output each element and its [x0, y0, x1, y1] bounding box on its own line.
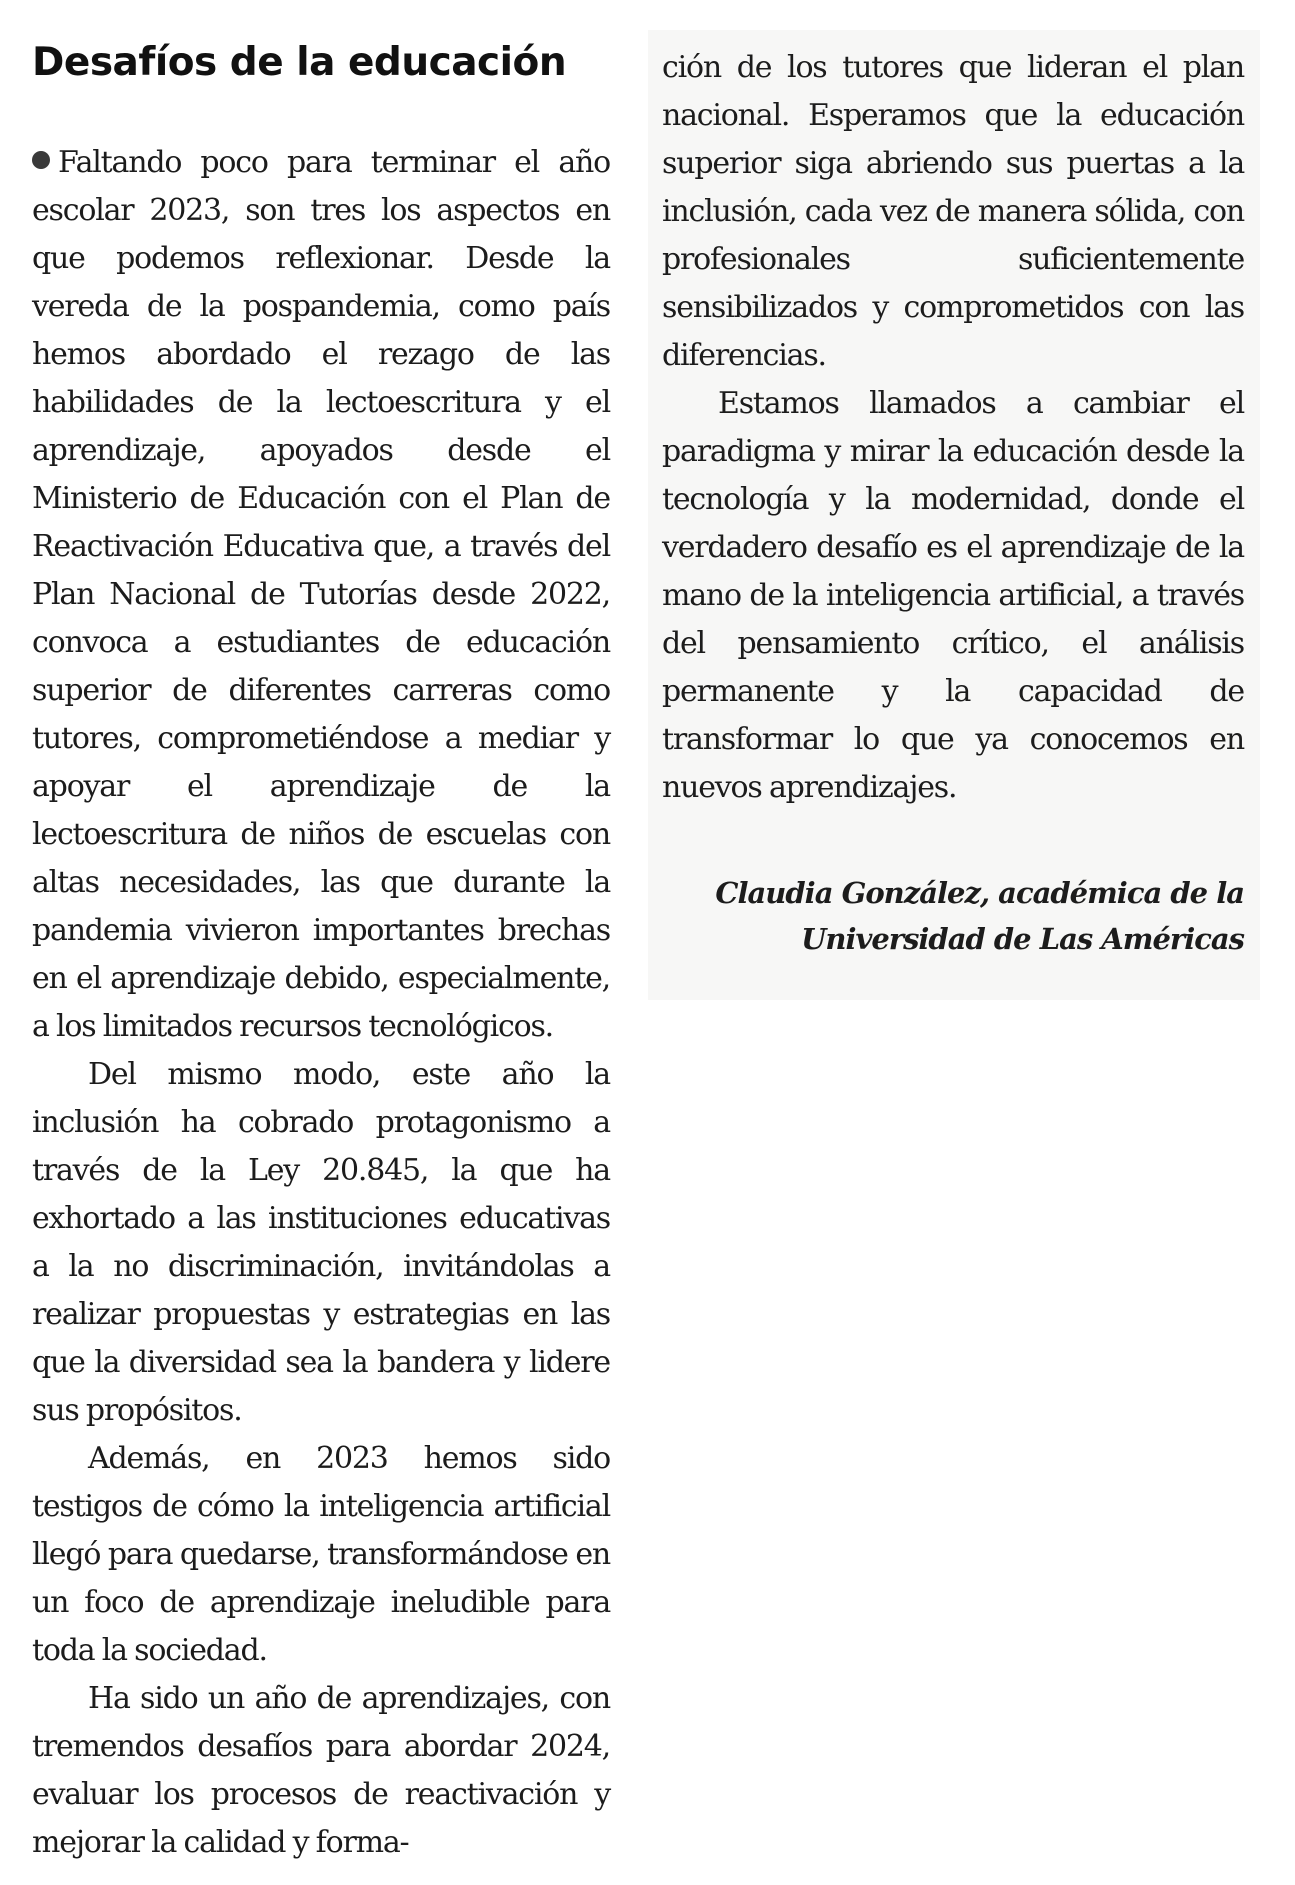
paragraph-3: Además, en 2023 hemos sido testigos de cómo la inteligencia artificial llegó para quedarse, transformándose en un foco de aprendizaje ineludible para toda la sociedad.	[32, 1440, 610, 1668]
signature-line-2: Universidad de Las Américas	[801, 922, 1244, 956]
article-headline: Desafíos de la educación	[32, 40, 567, 85]
paragraph-2: Del mismo modo, este año la inclusión ha cobrado protagonismo a través de la Ley 20.845, la que ha exhortado a las instituciones educativas a la no discriminación, invitándolas a realizar propuestas y estrategias en las que la diversidad sea la bandera y lidere sus propósitos.	[32, 1056, 610, 1428]
paragraph-1-text: Faltando poco para terminar el año escolar 2023, son tres los aspectos en que podemos reflexionar. Desde la vereda de la pospandemia, como país hemos abordado el rezago de las habilidades de la lectoescritura y el aprendizaje, apoyados desde el Ministerio de Educación con el Plan de Reactivación Educativa que, a través del Plan Nacional de Tutorías desde 2022, convoca a estudiantes de educación superior de diferentes carreras como tutores, comprometiéndose a mediar y apoyar el aprendizaje de la lectoescritura de niños de escuelas con altas necesidades, las que durante la pandemia vivieron importantes brechas en el aprendizaje debido, especialmente, a los limitados recursos tecnológicos.	[32, 144, 610, 1044]
article-body-left	[32, 139, 610, 1867]
left-column	[32, 30, 610, 1867]
paragraph-4: Ha sido un año de aprendizajes, con tremendos desafíos para abordar 2024, evaluar los procesos de reactivación y mejorar la calidad y forma-	[32, 1680, 610, 1860]
article-body-right	[662, 44, 1244, 812]
signature-line-1: Claudia González, académica de la	[715, 876, 1244, 910]
paragraph-1	[32, 139, 610, 1051]
bullet-icon	[32, 151, 50, 169]
paragraph-5: ción de los tutores que lideran el plan nacional. Esperamos que la educación superior siga abriendo sus puertas a la inclusión, cada vez de manera sólida, con profesionales suficientemente sensibilizados y comprometidos con las diferencias.	[662, 50, 1244, 373]
right-column-content	[662, 44, 1244, 962]
paragraph-6: Estamos llamados a cambiar el paradigma y mirar la educación desde la tecnología y la modernidad, donde el verdadero desafío es el aprendizaje de la mano de la inteligencia artificial, a través del pensamiento crítico, el análisis permanente y la capacidad de transformar lo que ya conocemos en nuevos aprendizajes.	[662, 386, 1244, 805]
author-signature	[662, 870, 1244, 962]
right-column	[648, 30, 1260, 1000]
